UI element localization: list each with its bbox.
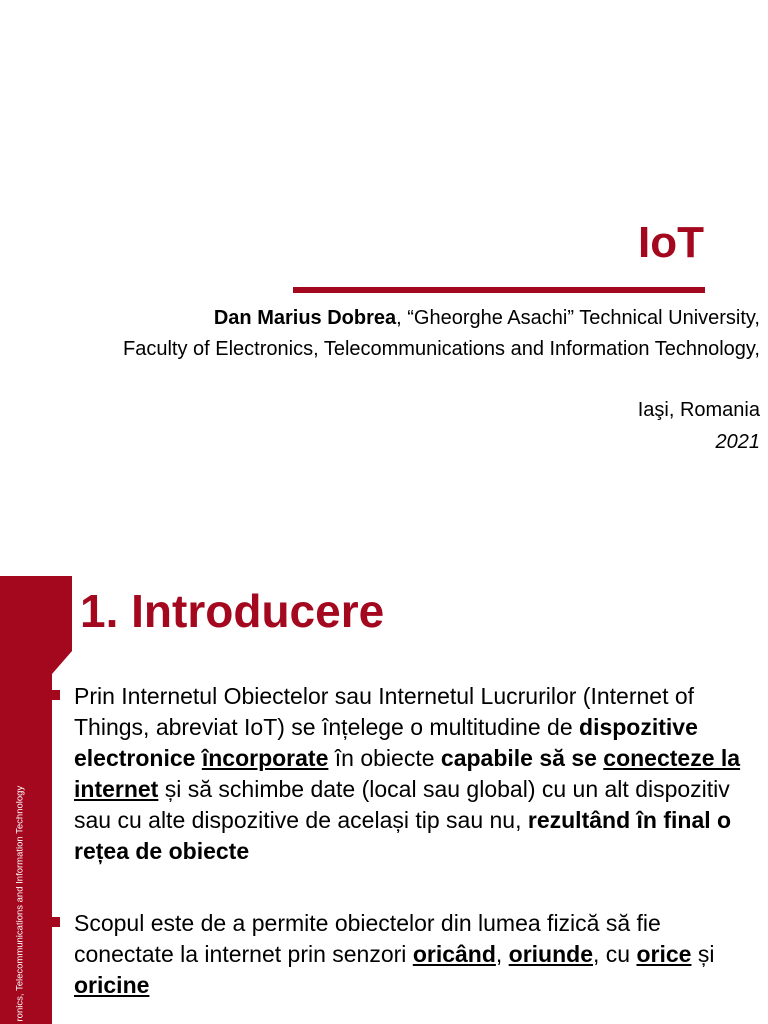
- text-run: Prin Internetul Obiectelor sau Internetul Lucrurilor (Internet of Things, abreviat IoT) se înțelege o multitudine de: [74, 683, 695, 740]
- text-run: , cu: [593, 941, 637, 967]
- square-bullet-icon: [50, 690, 60, 700]
- text-run: dispozitive electronice: [74, 714, 698, 771]
- intro-slide: [0, 576, 768, 1024]
- text-run: în obiecte: [328, 745, 441, 771]
- text-run: încorporate: [201, 745, 329, 771]
- side-caption: ronics, Telecommunications and Information Technology: [14, 785, 26, 1022]
- side-band: [0, 576, 72, 1024]
- text-run: rezultând în final o rețea de obiecte: [74, 807, 732, 864]
- author-line: [214, 306, 760, 330]
- faculty-line: Faculty of Electronics, Telecommunications and Information Technology,: [123, 338, 760, 360]
- year-line: 2021: [715, 431, 760, 453]
- bullet-text: [74, 908, 764, 1001]
- text-run: și să schimbe date (local sau global) cu un alt dispozitiv sau cu alte dispozitive de același tip sau nu,: [74, 776, 730, 833]
- presentation-title: IoT: [638, 218, 704, 267]
- location-line: Iaşi, Romania: [637, 399, 760, 421]
- text-run: oricine: [74, 972, 150, 998]
- university-name: , “Gheorghe Asachi” Technical University,: [396, 307, 760, 329]
- side-band-shape: [0, 576, 72, 1024]
- author-name: Dan Marius Dobrea: [213, 307, 397, 329]
- text-run: oriunde: [508, 941, 594, 967]
- text-run: capabile să se: [440, 745, 604, 771]
- text-run: oricând: [412, 941, 496, 967]
- text-run: Scopul este de a permite obiectelor din lumea fizică să fie conectate la internet prin senzori: [74, 910, 661, 967]
- square-bullet-icon: [50, 917, 60, 927]
- text-run: ,: [495, 941, 509, 967]
- bullet-text: [74, 681, 764, 867]
- text-run: conecteze la internet: [74, 745, 741, 802]
- title-underline-rule: [293, 287, 705, 293]
- text-run: și: [691, 941, 715, 967]
- slide-heading: 1. Introducere: [80, 585, 385, 637]
- text-run: orice: [636, 941, 692, 967]
